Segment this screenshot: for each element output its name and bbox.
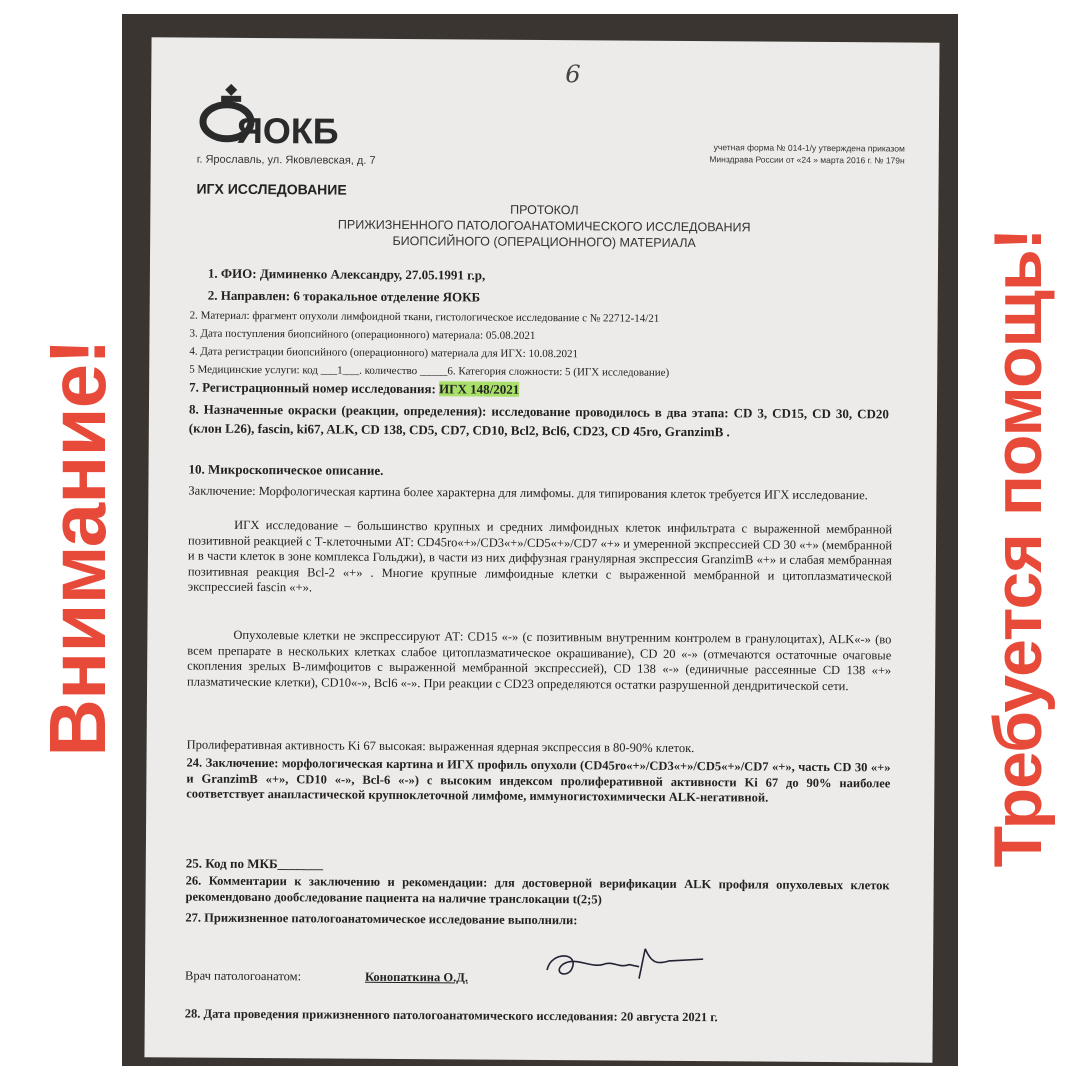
section-title: ИГХ ИССЛЕДОВАНИЕ — [196, 180, 347, 198]
protocol-subtitle: ПРИЖИЗНЕННОГО ПАТОЛОГОАНАТОМИЧЕСКОГО ИССЛЕДОВАНИЯ — [337, 217, 751, 235]
item-patient-name: 1. ФИО: Диминенко Александру, 27.05.1991 г.р, — [207, 265, 486, 283]
form-approval-note — [655, 141, 905, 167]
item-final-conclusion: 24. Заключение: морфологическая картина и ИГХ профиль опухоли (CD45ro«+»/CD3«+»/CD5«+»/CD7 «+», часть CD 30 «+» и GranzimB «+», CD10 «-», Bcl-6 «-») с высоким индексом пролиферативной активности Ki 67 до 90% наиболее соответствует анапластической крупноклеточной лимфоме, иммуногистохимически ALK-негативной. — [186, 755, 891, 805]
item-registration-number — [189, 380, 519, 398]
item-registration-date: 4. Дата регистрации биопсийного (операционного) материала для ИГХ: 10.08.2021 — [189, 345, 579, 361]
form-note-line: учетная форма № 014-1/у утверждена приказом — [713, 142, 905, 154]
item-material: 2. Материал: фрагмент опухоли лимфоидной ткани, гистологическое исследование с № 22712-14/21 — [189, 309, 660, 325]
protocol-header — [150, 199, 938, 253]
igx-description: ИГХ исследование – большинство крупных и средних лимфоидных клеток инфильтрата с выраженной мембранной позитивной реакцией с Т-клеточными АТ: CD45ro«+»/CD3«+»/CD5«+»/CD7 «+» и умеренной экспрессией CD 30 «+» (мембранной и в части клеток в зоне комплекса Гольджи), в части из них диффузная гранулярная экспрессия GranzimB «+» и слабая мембранная позитивная реакция Bcl-2 «+» . Многие крупные лимфоидные клетки с выраженной мембранной и цитоплазматической экспрессией fascin «+». — [187, 517, 893, 595]
preliminary-conclusion: Заключение: Морфологическая картина более характерна для лимфомы. для типирования клеток требуется ИГХ исследование. — [188, 483, 868, 503]
item-receipt-date: 3. Дата поступления биопсийного (операционного) материала: 05.08.2021 — [189, 327, 536, 342]
doctor-label: Врач патологоанатом: — [184, 968, 302, 984]
item-medical-services: 5 Медицинские услуги: код ___1___. количество _____6. Категория сложности: 5 (ИГХ исследование) — [189, 363, 670, 379]
item-microscopy: 10. Микроскопическое описание. — [188, 461, 384, 478]
form-note-line: Минздрава России от «24 » марта 2016 г. № 179н — [709, 154, 905, 166]
item-stains: 8. Назначенные окраски (реакции, определения): исследование проводилось в два этапа: CD 3, CD15, CD 30, CD20 (клон L26), fascin, ki67, ALK, CD 138, CD5, CD7, CD10, Bcl2, Bcl6, CD23, CD 45ro, GranzimB . — [188, 401, 890, 440]
protocol-subtitle: БИОПСИЙНОГО (ОПЕРАЦИОННОГО) МАТЕРИАЛА — [392, 233, 696, 251]
tumor-cells-description: Опухолевые клетки не экспрессируют АТ: CD15 «-» (с позитивным внутренним контролем в гранулоцитах), ALK«-» (во всем препарате в нескольких клетках слабое цитоплазматическое окрашивание), CD 20 «-» (отмечаются остаточные очаговые скопления зрелых В-лимфоцитов с выраженной мембранной экспрессией), CD 138 «-» (единичные рассеянные CD 138 «+» плазматические клетки), CD10«-», Bcl6 «-». При реакции с CD23 определяются остатки разрушенной дендритической сети. — [187, 627, 892, 693]
hospital-logo-text: ЯОКБ — [236, 109, 339, 152]
proliferative-activity: Пролиферативная активность Ki 67 высокая: выраженная ядерная экспрессия в 80-90% клеток. — [186, 737, 695, 756]
study-date-value: 20 августа 2021 г. — [620, 1009, 718, 1025]
document-sheet — [144, 37, 939, 1062]
study-date-label: 28. Дата проведения прижизненного патологоанатомического исследования: — [184, 1006, 621, 1024]
help-needed-caption: Требуется помощь! — [980, 228, 1056, 868]
protocol-title: ПРОТОКОЛ — [510, 202, 579, 218]
item-icd-code: 25. Код по МКБ_______ — [185, 855, 324, 872]
item-comments: 26. Комментарии к заключению и рекомендации: для достоверной верификации ALK профиля опухолевых клеток рекомендовано дообследование пациента на наличие транслокации t(2;5) — [185, 873, 890, 906]
doctor-name: Конопаткина О.Д. — [364, 969, 469, 985]
registration-number-label: 7. Регистрационный номер исследования: — [189, 379, 440, 397]
hospital-address: г. Ярославль, ул. Яковлевская, д. 7 — [196, 153, 376, 167]
attention-caption: Внимание! — [33, 339, 122, 757]
doctor-signature — [541, 942, 709, 983]
item-study-date — [185, 1006, 718, 1026]
handwritten-page-number: 6 — [565, 60, 581, 89]
item-performed-by: 27. Прижизненное патологоанатомическое исследование выполнили: — [185, 910, 578, 928]
item-referral: 2. Направлен: 6 торакальное отделение ЯОКБ — [207, 287, 481, 305]
registration-number-value: ИГХ 148/2021 — [439, 381, 520, 397]
